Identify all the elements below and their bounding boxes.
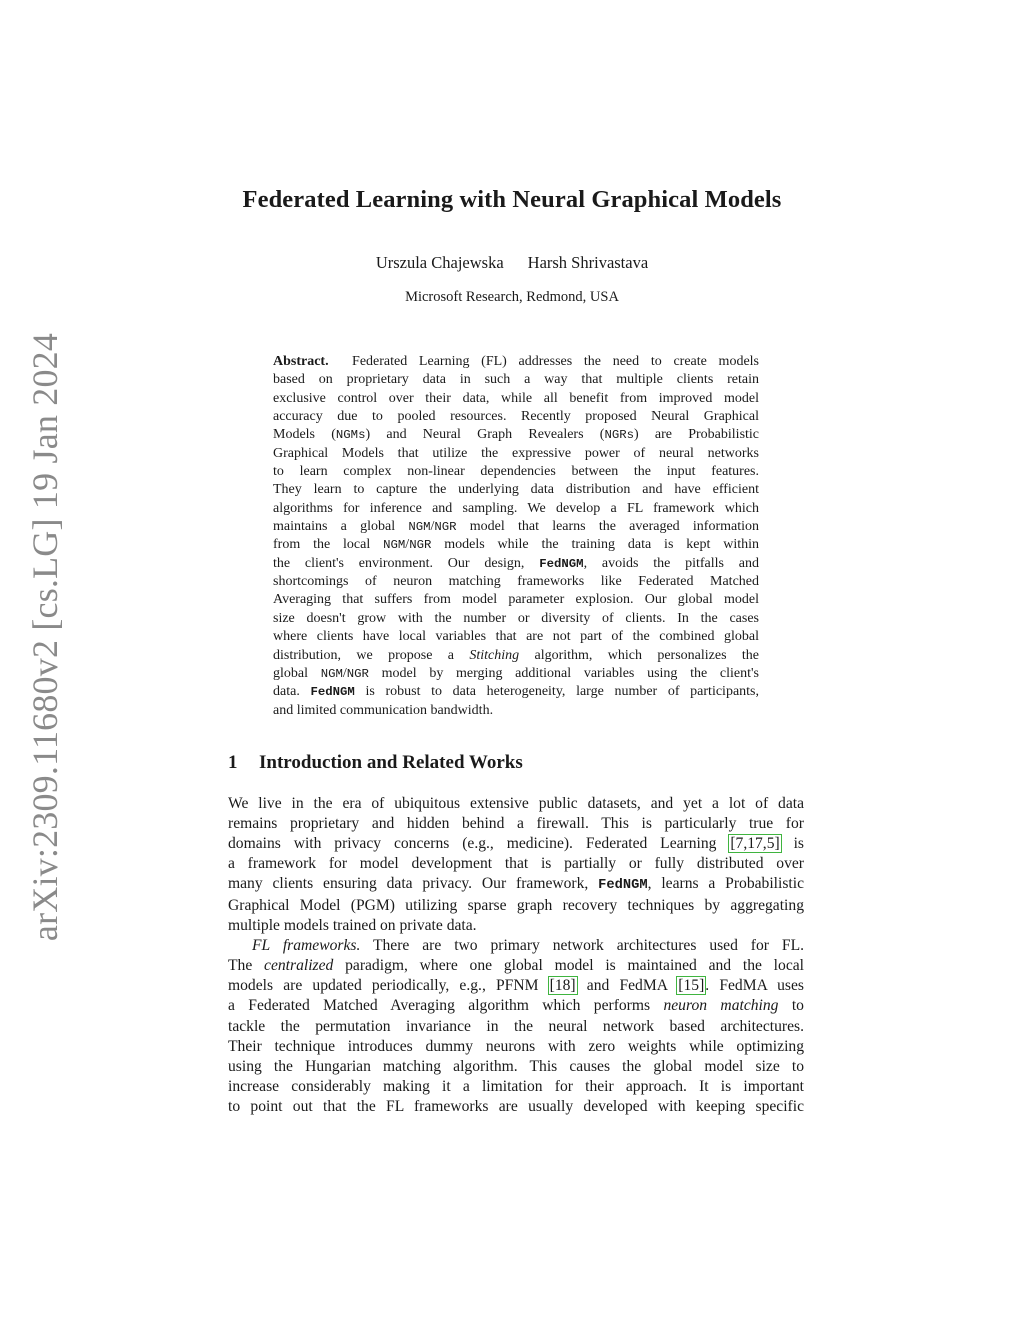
abstract-line: data. FedNGM is robust to data heterogeneity, large number of participants, (273, 684, 759, 700)
abstract-line: based on proprietary data in such a way that multiple clients retain (273, 372, 759, 388)
paragraph-line: multiple models trained on private data. (228, 917, 477, 935)
abstract-line: global NGM/NGR model by merging additional variables using the client's (273, 665, 759, 681)
citation-link[interactable]: [7,17,5] (730, 835, 780, 853)
abstract-line: where clients have local variables that are not part of the combined global (273, 629, 759, 645)
paragraph-line: remains proprietary and hidden behind a firewall. This is particularly true for (228, 815, 804, 833)
abstract-line: to learn complex non-linear dependencies between the input features. (273, 464, 759, 480)
abstract-line: and limited communication bandwidth. (273, 702, 494, 718)
paragraph-line: domains with privacy concerns (e.g., medicine). Federated Learning [7,17,5] is (228, 835, 804, 853)
paper-title: Federated Learning with Neural Graphical Models (242, 186, 782, 213)
author-name: Harsh Shrivastava (527, 253, 649, 272)
author-list (0, 253, 1024, 273)
abstract-line: the client's environment. Our design, FedNGM, avoids the pitfalls and (273, 555, 759, 571)
abstract-line: maintains a global NGM/NGR model that learns the averaged information (273, 519, 759, 535)
abstract-line: shortcomings of neuron matching frameworks like Federated Matched (273, 574, 759, 590)
paragraph-line: to point out that the FL frameworks are usually developed with keeping specific (228, 1097, 804, 1115)
paragraph-line: Graphical Model (PGM) utilizing sparse graph recovery techniques by aggregating (228, 897, 804, 915)
body-text (228, 794, 804, 1117)
arxiv-identifier-stamp: arXiv:2309.11680v2 [cs.LG] 19 Jan 2024 (25, 332, 65, 942)
section-number: 1 (228, 752, 238, 773)
citation-link[interactable]: [18] (549, 977, 576, 995)
abstract-line: accuracy due to pooled resources. Recently proposed Neural Graphical (273, 409, 759, 425)
section-title: Introduction and Related Works (259, 752, 523, 773)
paragraph-line: The centralized paradigm, where one global model is maintained and the local (228, 957, 804, 975)
paragraph-line: using the Hungarian matching algorithm. This causes the global model size to (228, 1057, 804, 1075)
paragraph-line: a Federated Matched Averaging algorithm which performs neuron matching to (228, 997, 804, 1015)
author-name: Urszula Chajewska (375, 253, 504, 272)
paragraph-line: We live in the era of ubiquitous extensive public datasets, and yet a lot of data (228, 795, 804, 812)
section-heading (228, 752, 523, 774)
abstract-line: size doesn't grow with the number or diversity of clients. In the cases (273, 610, 759, 626)
paragraph-line: Their technique introduces dummy neurons with zero weights while optimizing (228, 1037, 804, 1055)
abstract-label: Abstract. (273, 354, 329, 369)
affiliation: Microsoft Research, Redmond, USA (405, 289, 619, 305)
abstract (273, 353, 759, 720)
abstract-line: algorithms for inference and sampling. We develop a FL framework which (273, 500, 759, 516)
paragraph-line: a framework for model development that is partially or fully distributed over (228, 855, 804, 873)
abstract-line: Models (NGMs) and Neural Graph Revealers (NGRs) are Probabilistic (273, 427, 760, 443)
citation-link[interactable]: [15] (678, 977, 705, 995)
abstract-line: Abstract. Federated Learning (FL) addresses the need to create models (273, 354, 759, 369)
abstract-line: Graphical Models that utilize the expressive power of neural networks (273, 445, 759, 461)
paragraph-line: many clients ensuring data privacy. Our framework, FedNGM, learns a Probabilistic (228, 875, 805, 894)
paragraph-line: tackle the permutation invariance in the neural network based architectures. (228, 1017, 804, 1035)
abstract-line: exclusive control over their data, while all benefit from improved model (273, 390, 759, 406)
paragraph-line: increase considerably making it a limitation for their approach. It is important (228, 1077, 804, 1095)
paragraph-line: models are updated periodically, e.g., PFNM [18] and FedMA [15]. FedMA uses (228, 977, 804, 995)
abstract-line: They learn to capture the underlying data distribution and have efficient (273, 482, 759, 498)
abstract-line: Averaging that suffers from model parameter explosion. Our global model (273, 592, 759, 608)
paragraph-line: FL frameworks. There are two primary network architectures used for FL. (252, 937, 804, 955)
abstract-line: from the local NGM/NGR models while the training data is kept within (273, 537, 759, 553)
abstract-line: distribution, we propose a Stitching algorithm, which personalizes the (273, 647, 759, 663)
